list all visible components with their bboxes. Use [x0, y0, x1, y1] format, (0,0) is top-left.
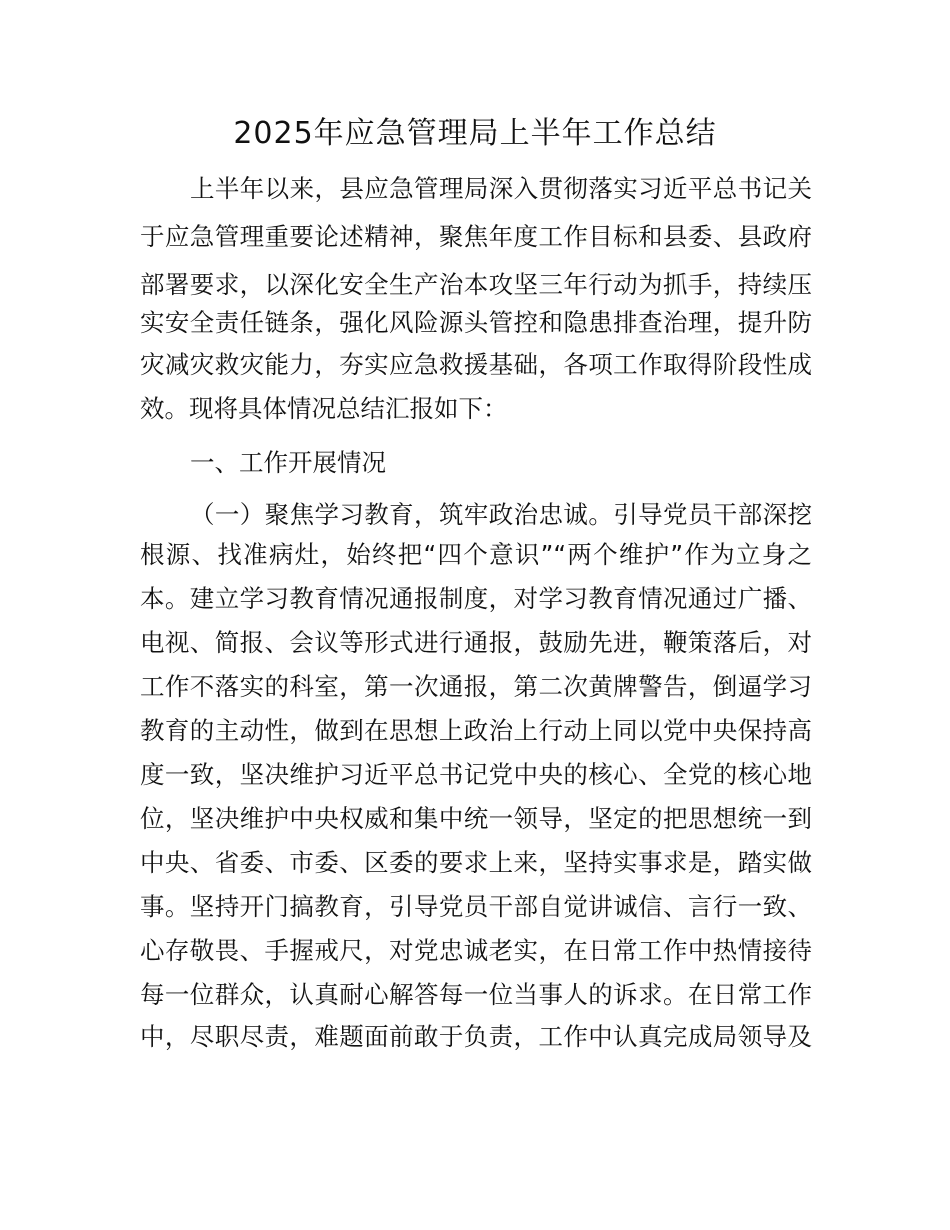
paragraph-line: 部署要求，以深化安全生产治本攻坚三年行动为抓手，持续压	[140, 270, 812, 299]
paragraph-line: 位，坚决维护中央权威和集中统一领导，坚定的把思想统一到	[140, 804, 812, 833]
paragraph-line: 心存敬畏、手握戒尺，对党忠诚老实，在日常工作中热情接待	[140, 936, 812, 965]
paragraph-line: 中央、省委、市委、区委的要求上来，坚持实事求是，踏实做	[140, 848, 812, 877]
paragraph-line: 实安全责任链条，强化风险源头管控和隐患排查治理，提升防	[140, 308, 812, 337]
paragraph-line: 本。建立学习教育情况通报制度，对学习教育情况通过广播、	[140, 584, 812, 613]
paragraph-line: 事。坚持开门搞教育，引导党员干部自觉讲诚信、言行一致、	[140, 892, 812, 921]
paragraph-line: 度一致，坚决维护习近平总书记党中央的核心、全党的核心地	[140, 760, 812, 789]
paragraph-line: 于应急管理重要论述精神，聚焦年度工作目标和县委、县政府	[140, 222, 812, 251]
paragraph-line: 电视、简报、会议等形式进行通报，鼓励先进，鞭策落后，对	[140, 628, 812, 657]
paragraph-line: 上半年以来，县应急管理局深入贯彻落实习近平总书记关	[190, 174, 812, 203]
section-heading: 一、工作开展情况	[190, 448, 386, 477]
paragraph-line: 教育的主动性，做到在思想上政治上行动上同以党中央保持高	[140, 716, 812, 745]
paragraph-line: 中，尽职尽责，难题面前敢于负责，工作中认真完成局领导及	[140, 1022, 812, 1051]
paragraph-line: （一）聚焦学习教育，筑牢政治忠诚。引导党员干部深挖	[190, 500, 812, 529]
paragraph-line: 灾减灾救灾能力，夯实应急救援基础，各项工作取得阶段性成	[140, 350, 812, 379]
paragraph-line: 每一位群众，认真耐心解答每一位当事人的诉求。在日常工作	[140, 980, 812, 1009]
paragraph-line: 根源、找准病灶，始终把“四个意识”“两个维护”作为立身之	[140, 540, 812, 569]
paragraph-line: 效。现将具体情况总结汇报如下：	[140, 394, 508, 423]
paragraph-line: 工作不落实的科室，第一次通报，第二次黄牌警告，倒逼学习	[140, 672, 812, 701]
document-title: 2025年应急管理局上半年工作总结	[233, 116, 717, 151]
